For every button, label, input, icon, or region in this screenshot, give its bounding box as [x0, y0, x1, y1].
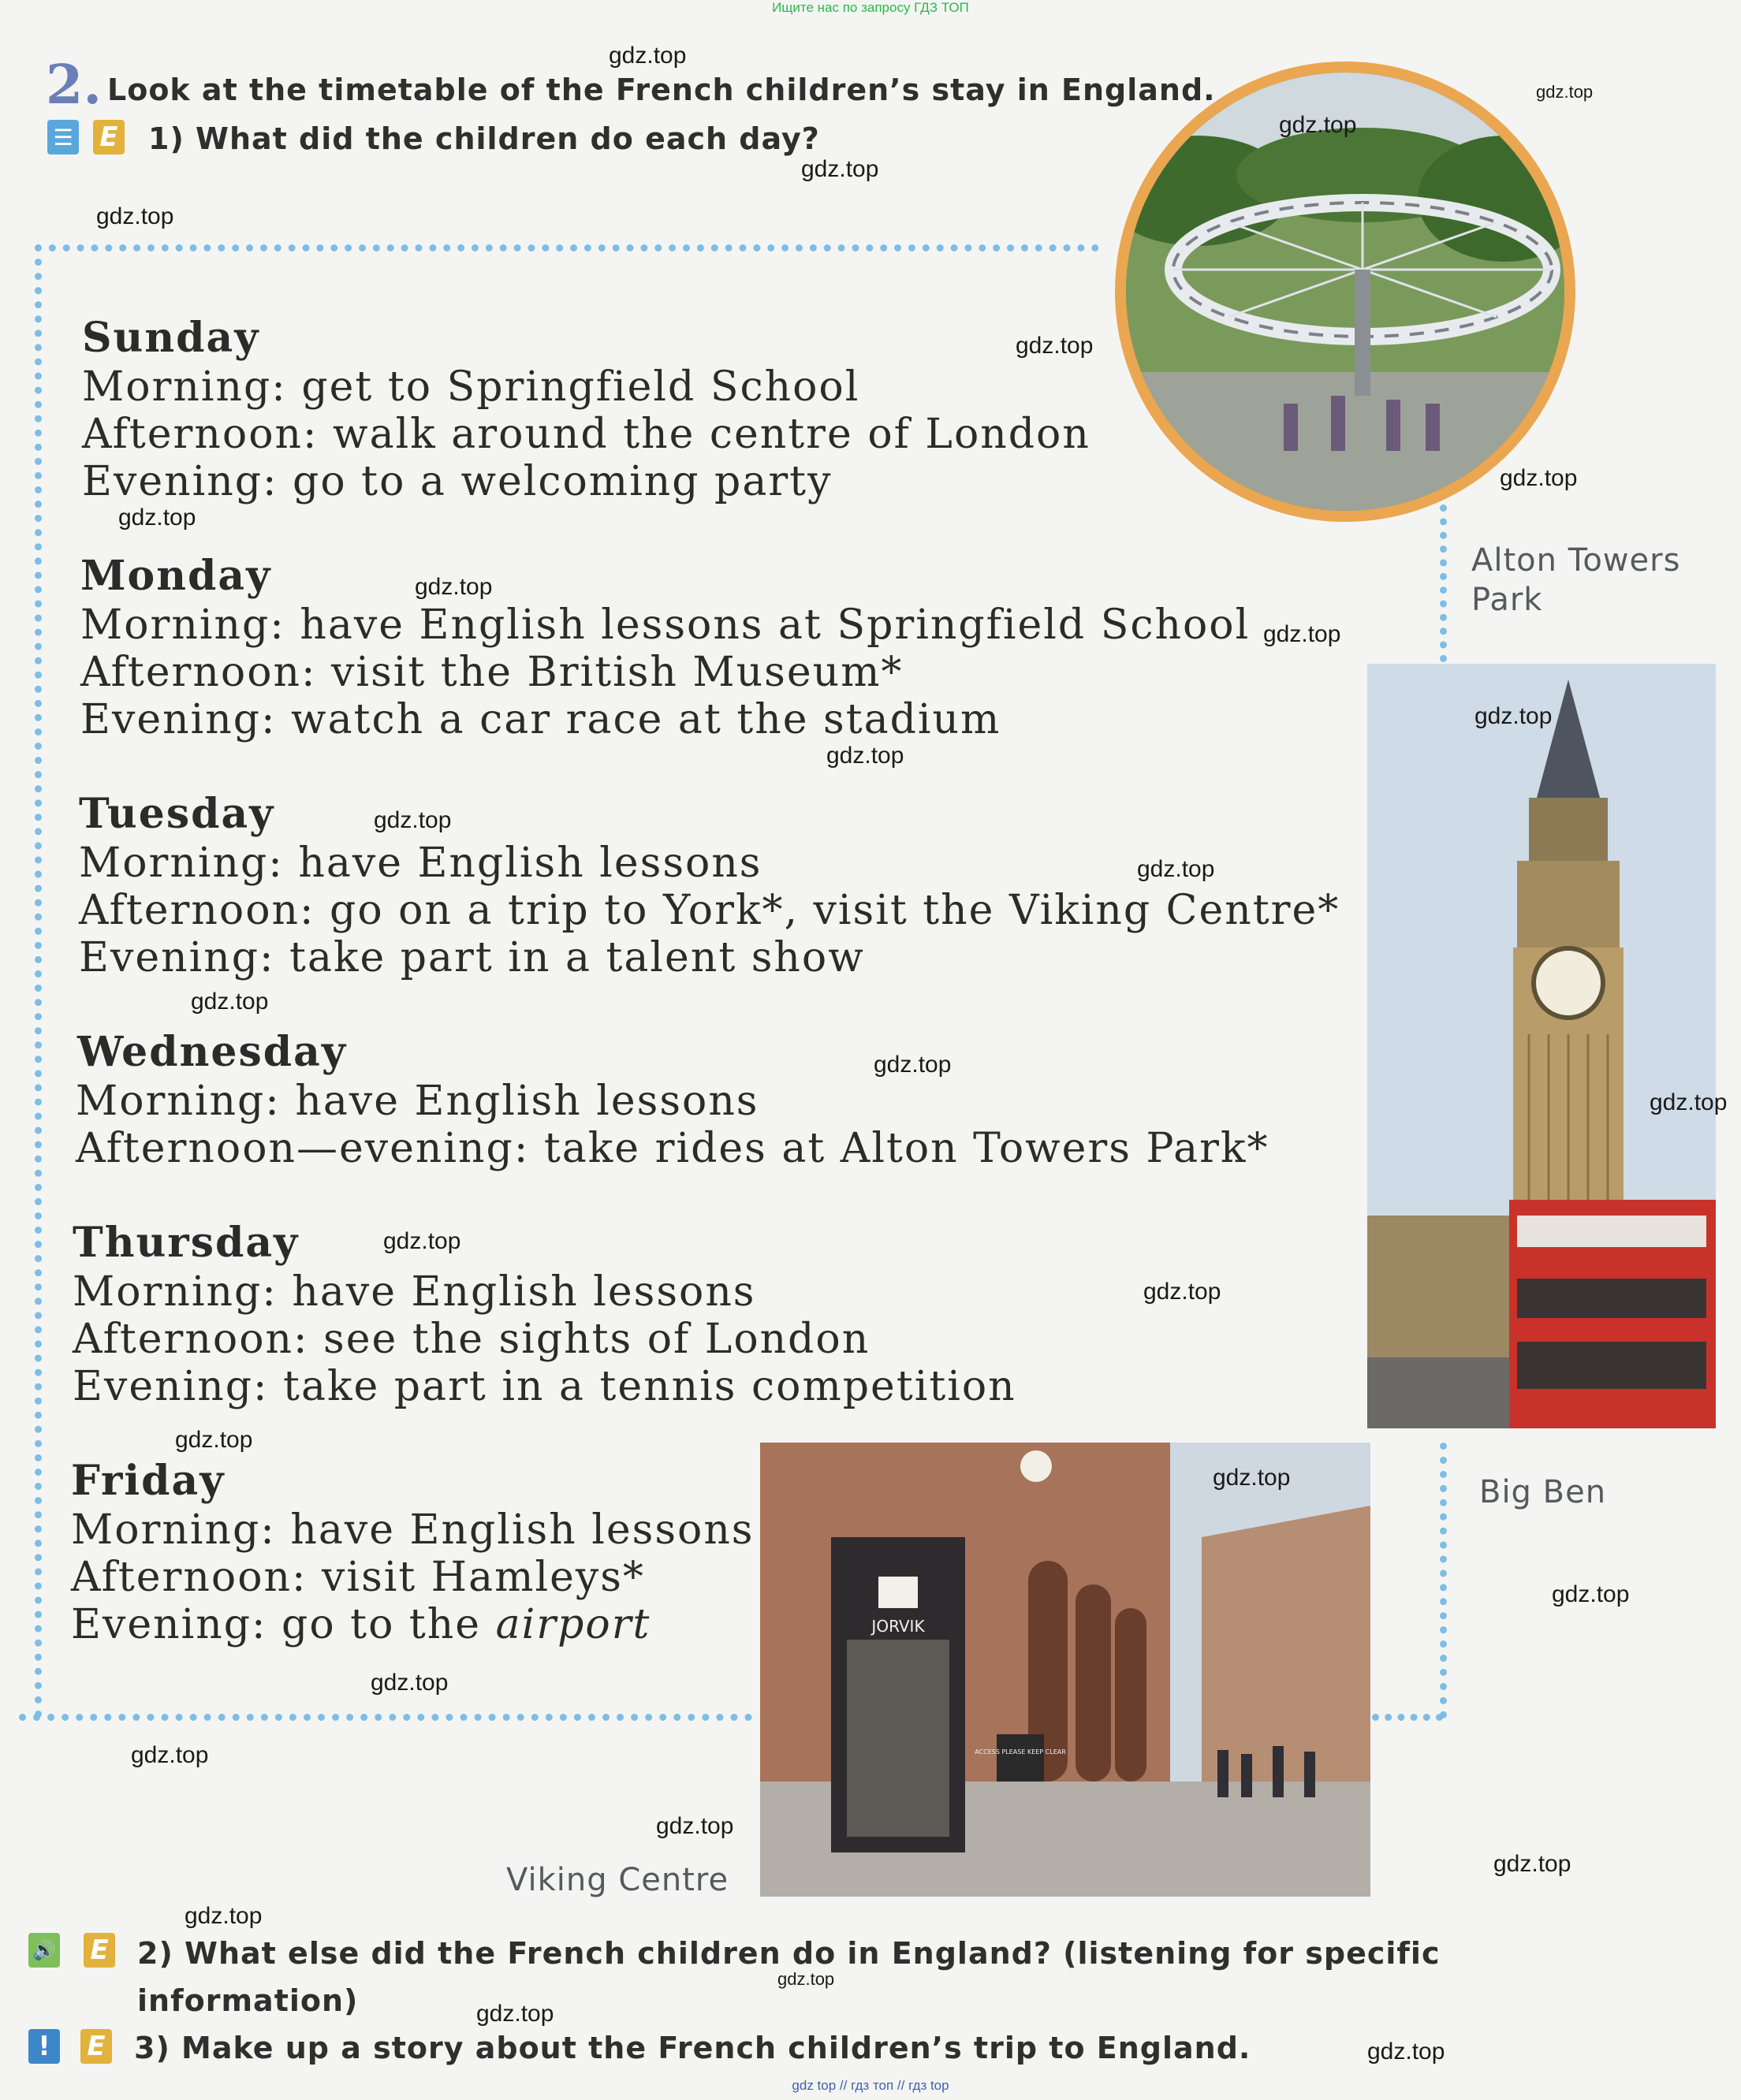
- task-2-line1: 2) What else did the French children do in England? (listening for specific: [137, 1936, 1441, 1971]
- watermark: gdz.top: [1474, 703, 1553, 729]
- watermark: gdz.top: [1500, 465, 1578, 491]
- viking-centre-illustration: [760, 1443, 1370, 1897]
- watermark: gdz.top: [371, 1670, 449, 1696]
- watermark: gdz.top: [777, 1969, 835, 1989]
- frame-top-border: [35, 244, 1099, 251]
- day-sunday: Sunday: [82, 314, 260, 362]
- tuesday-morning: Morning: have English lessons: [79, 840, 762, 887]
- watermark: gdz.top: [476, 2001, 554, 2027]
- frame-bottom-border-right: [1372, 1714, 1443, 1721]
- watermark: gdz.top: [1016, 333, 1094, 359]
- day-friday: Friday: [71, 1457, 226, 1505]
- audio-icon: 🔊: [28, 1933, 60, 1968]
- tuesday-evening: Evening: take part in a talent show: [79, 934, 865, 981]
- watermark: gdz.top: [1650, 1089, 1728, 1115]
- day-wednesday: Wednesday: [77, 1028, 348, 1076]
- watermark: gdz.top: [383, 1228, 461, 1254]
- task-3: 3) Make up a story about the French children’s trip to England.: [134, 2031, 1251, 2065]
- watermark: gdz.top: [1552, 1581, 1630, 1607]
- watermark: gdz.top: [826, 743, 904, 769]
- exercise-heading: Look at the timetable of the French children’s stay in England.: [107, 73, 1216, 107]
- watermark: gdz.top: [118, 505, 196, 531]
- watermark: gdz.top: [1367, 2039, 1445, 2065]
- tuesday-afternoon: Afternoon: go on a trip to York*, visit the Viking Centre*: [79, 887, 1340, 934]
- friday-morning: Morning: have English lessons: [71, 1506, 755, 1554]
- watermark: gdz.top: [1263, 621, 1341, 647]
- watermark: gdz.top: [1137, 856, 1215, 882]
- frame-bottom-border: [19, 1714, 752, 1721]
- alton-caption-line2: Park: [1471, 582, 1543, 618]
- big-ben-photo: [1367, 664, 1716, 1428]
- frame-right-border-bottom: [1440, 1443, 1447, 1718]
- task-2-line2: information): [137, 1983, 359, 2018]
- wednesday-afternoon: Afternoon—evening: take rides at Alton Towers Park*: [76, 1125, 1269, 1172]
- frame-right-border-top: [1440, 505, 1447, 662]
- watermark: gdz.top: [1279, 112, 1357, 138]
- watermark: gdz.top: [609, 43, 687, 69]
- friday-evening-text: Evening: go to the: [71, 1601, 496, 1648]
- day-tuesday: Tuesday: [79, 790, 275, 838]
- frame-left-border: [35, 244, 42, 1718]
- exercise-number: 2.: [46, 54, 102, 117]
- wednesday-morning: Morning: have English lessons: [76, 1078, 759, 1125]
- thursday-evening: Evening: take part in a tennis competition: [73, 1363, 1016, 1410]
- watermark: gdz.top: [1493, 1851, 1571, 1877]
- watermark: gdz.top: [185, 1903, 263, 1929]
- access-sign: ACCESS PLEASE KEEP CLEAR: [975, 1748, 1066, 1756]
- monday-morning: Morning: have English lessons at Springfield School: [80, 601, 1251, 649]
- task-1: 1) What did the children do each day?: [148, 121, 820, 156]
- sunday-evening: Evening: go to a welcoming party: [82, 458, 833, 505]
- watermark: gdz.top: [191, 989, 269, 1015]
- watermark: gdz.top: [131, 1742, 209, 1768]
- watermark: gdz.top: [801, 156, 879, 182]
- watermark: gdz.top: [374, 807, 452, 833]
- thursday-morning: Morning: have English lessons: [73, 1268, 756, 1316]
- friday-evening: [71, 1600, 651, 1649]
- watermark: gdz.top: [415, 574, 493, 600]
- alton-caption-line1: Alton Towers: [1471, 542, 1681, 579]
- day-thursday: Thursday: [73, 1219, 300, 1267]
- watermark: gdz.top: [656, 1813, 734, 1839]
- big-ben-illustration: [1367, 664, 1716, 1428]
- list-icon: ☰: [47, 120, 79, 155]
- friday-evening-airport: airport: [495, 1601, 651, 1648]
- e-icon-task-2: E: [84, 1933, 115, 1968]
- big-ben-caption: Big Ben: [1479, 1474, 1607, 1510]
- thursday-afternoon: Afternoon: see the sights of London: [73, 1316, 870, 1363]
- watermark: gdz.top: [1213, 1465, 1291, 1491]
- exclamation-icon: !: [28, 2029, 60, 2064]
- e-icon: E: [93, 120, 125, 155]
- jorvik-sign: JORVIK: [871, 1617, 925, 1636]
- viking-centre-caption: Viking Centre: [506, 1862, 729, 1898]
- watermark: gdz.top: [1143, 1279, 1221, 1305]
- viking-centre-photo: [760, 1443, 1370, 1897]
- watermark: gdz.top: [1536, 82, 1594, 102]
- watermark: gdz.top: [874, 1052, 952, 1078]
- monday-afternoon: Afternoon: visit the British Museum*: [80, 649, 904, 696]
- friday-afternoon: Afternoon: visit Hamleys*: [71, 1554, 645, 1601]
- day-monday: Monday: [80, 552, 272, 600]
- sunday-afternoon: Afternoon: walk around the centre of London: [82, 411, 1090, 458]
- watermark: gdz.top: [96, 203, 174, 229]
- monday-evening: Evening: watch a car race at the stadium: [80, 696, 1001, 743]
- watermark: gdz.top: [175, 1427, 253, 1453]
- top-banner: Ищите нас по запросу ГДЗ ТОП: [772, 0, 969, 15]
- sunday-morning: Morning: get to Springfield School: [82, 363, 860, 411]
- e-icon-task-3: E: [80, 2029, 112, 2064]
- footer: gdz top // гдз топ // гдз top: [792, 2078, 949, 2093]
